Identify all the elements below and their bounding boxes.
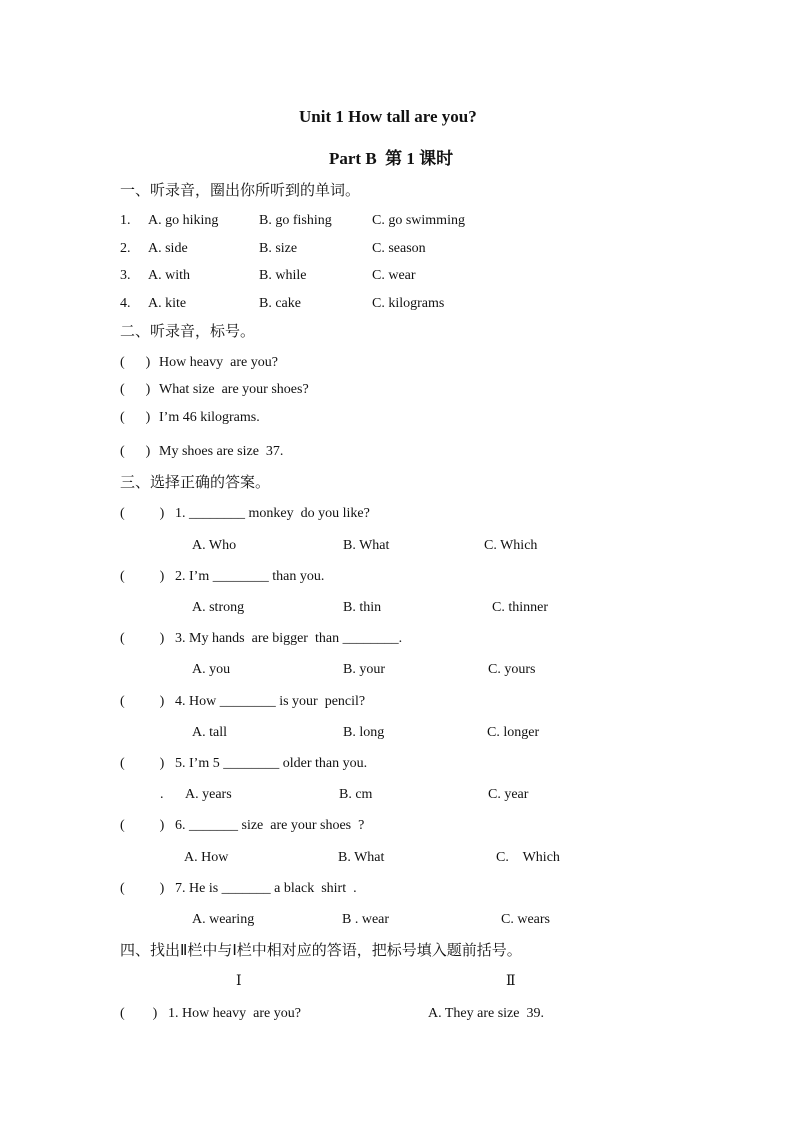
question-text: 1. ________ monkey do you like? bbox=[175, 506, 370, 521]
section1-heading: 一、听录音，圈出你所听到的单词。 bbox=[120, 181, 361, 199]
answer-bracket[interactable]: ( ) bbox=[120, 631, 165, 646]
option-c: C. yours bbox=[488, 662, 536, 677]
option-b: B. cake bbox=[259, 296, 301, 311]
question-text: 6. _______ size are your shoes ? bbox=[175, 818, 365, 833]
column-two-header: Ⅱ bbox=[506, 974, 516, 989]
item-number: 1. bbox=[120, 213, 131, 228]
answer-bracket[interactable]: ( ) bbox=[120, 1006, 158, 1021]
page-subtitle: Part B 第 1 课时 bbox=[329, 149, 454, 168]
sentence: I’m 46 kilograms. bbox=[159, 410, 260, 425]
option-a: A. strong bbox=[192, 600, 245, 615]
answer-bracket[interactable]: ( ) bbox=[120, 355, 151, 370]
question-text: 2. I’m ________ than you. bbox=[175, 569, 325, 584]
item-number: 2. bbox=[120, 241, 131, 256]
answer-bracket[interactable]: ( ) bbox=[120, 881, 165, 896]
option-b: B. long bbox=[343, 725, 385, 740]
stray-dot: . bbox=[160, 787, 164, 802]
sentence: What size are your shoes? bbox=[159, 382, 309, 397]
answer-bracket[interactable]: ( ) bbox=[120, 506, 165, 521]
option-a: A. How bbox=[184, 850, 229, 865]
answer-bracket[interactable]: ( ) bbox=[120, 756, 165, 771]
option-c: C. thinner bbox=[492, 600, 548, 615]
option-c: C. wear bbox=[372, 268, 416, 283]
option-b: B. while bbox=[259, 268, 307, 283]
answer-bracket[interactable]: ( ) bbox=[120, 410, 151, 425]
option-b: B. thin bbox=[343, 600, 382, 615]
section4-heading: 四、找出Ⅱ栏中与Ⅰ栏中相对应的答语，把标号填入题前括号。 bbox=[120, 941, 522, 959]
question-text: 7. He is _______ a black shirt . bbox=[175, 881, 357, 896]
option-c: C. year bbox=[488, 787, 529, 802]
item-number: 4. bbox=[120, 296, 131, 311]
question-text: 1. How heavy are you? bbox=[168, 1006, 301, 1021]
answer-bracket[interactable]: ( ) bbox=[120, 382, 151, 397]
column-one-header: Ⅰ bbox=[236, 974, 242, 989]
answer-bracket[interactable]: ( ) bbox=[120, 444, 151, 459]
option-b: B. size bbox=[259, 241, 298, 256]
option-b: B. go fishing bbox=[259, 213, 332, 228]
question-text: 5. I’m 5 ________ older than you. bbox=[175, 756, 368, 771]
item-number: 3. bbox=[120, 268, 131, 283]
option-a: A. you bbox=[192, 662, 231, 677]
option-a: A. side bbox=[148, 241, 188, 256]
option-a: A. wearing bbox=[192, 912, 255, 927]
option-c: C. Which bbox=[496, 850, 560, 865]
option-b: B. What bbox=[338, 850, 385, 865]
section2-heading: 二、听录音，标号。 bbox=[120, 322, 256, 340]
sentence: My shoes are size 37. bbox=[159, 444, 284, 459]
answer-bracket[interactable]: ( ) bbox=[120, 569, 165, 584]
option-b: B. your bbox=[343, 662, 385, 677]
option-a: A. Who bbox=[192, 538, 237, 553]
question-text: 3. My hands are bigger than ________. bbox=[175, 631, 403, 646]
option-c: C. kilograms bbox=[372, 296, 445, 311]
option-a: A. go hiking bbox=[148, 213, 219, 228]
option-a: A. with bbox=[148, 268, 190, 283]
option-a: A. years bbox=[185, 787, 232, 802]
option-c: C. Which bbox=[484, 538, 538, 553]
answer-bracket[interactable]: ( ) bbox=[120, 818, 165, 833]
option-a: A. kite bbox=[148, 296, 187, 311]
answer-bracket[interactable]: ( ) bbox=[120, 694, 165, 709]
option-c: C. wears bbox=[501, 912, 550, 927]
option-b: B. cm bbox=[339, 787, 373, 802]
option-b: B. What bbox=[343, 538, 390, 553]
option-a: A. tall bbox=[192, 725, 227, 740]
option-c: C. season bbox=[372, 241, 426, 256]
page-title: Unit 1 How tall are you? bbox=[299, 107, 477, 126]
option-c: C. longer bbox=[487, 725, 540, 740]
section3-heading: 三、选择正确的答案。 bbox=[120, 473, 271, 491]
option-c: C. go swimming bbox=[372, 213, 465, 228]
sentence: How heavy are you? bbox=[159, 355, 278, 370]
option-b: B . wear bbox=[342, 912, 390, 927]
question-text: 4. How ________ is your pencil? bbox=[175, 694, 366, 709]
answer-text: A. They are size 39. bbox=[428, 1006, 544, 1021]
